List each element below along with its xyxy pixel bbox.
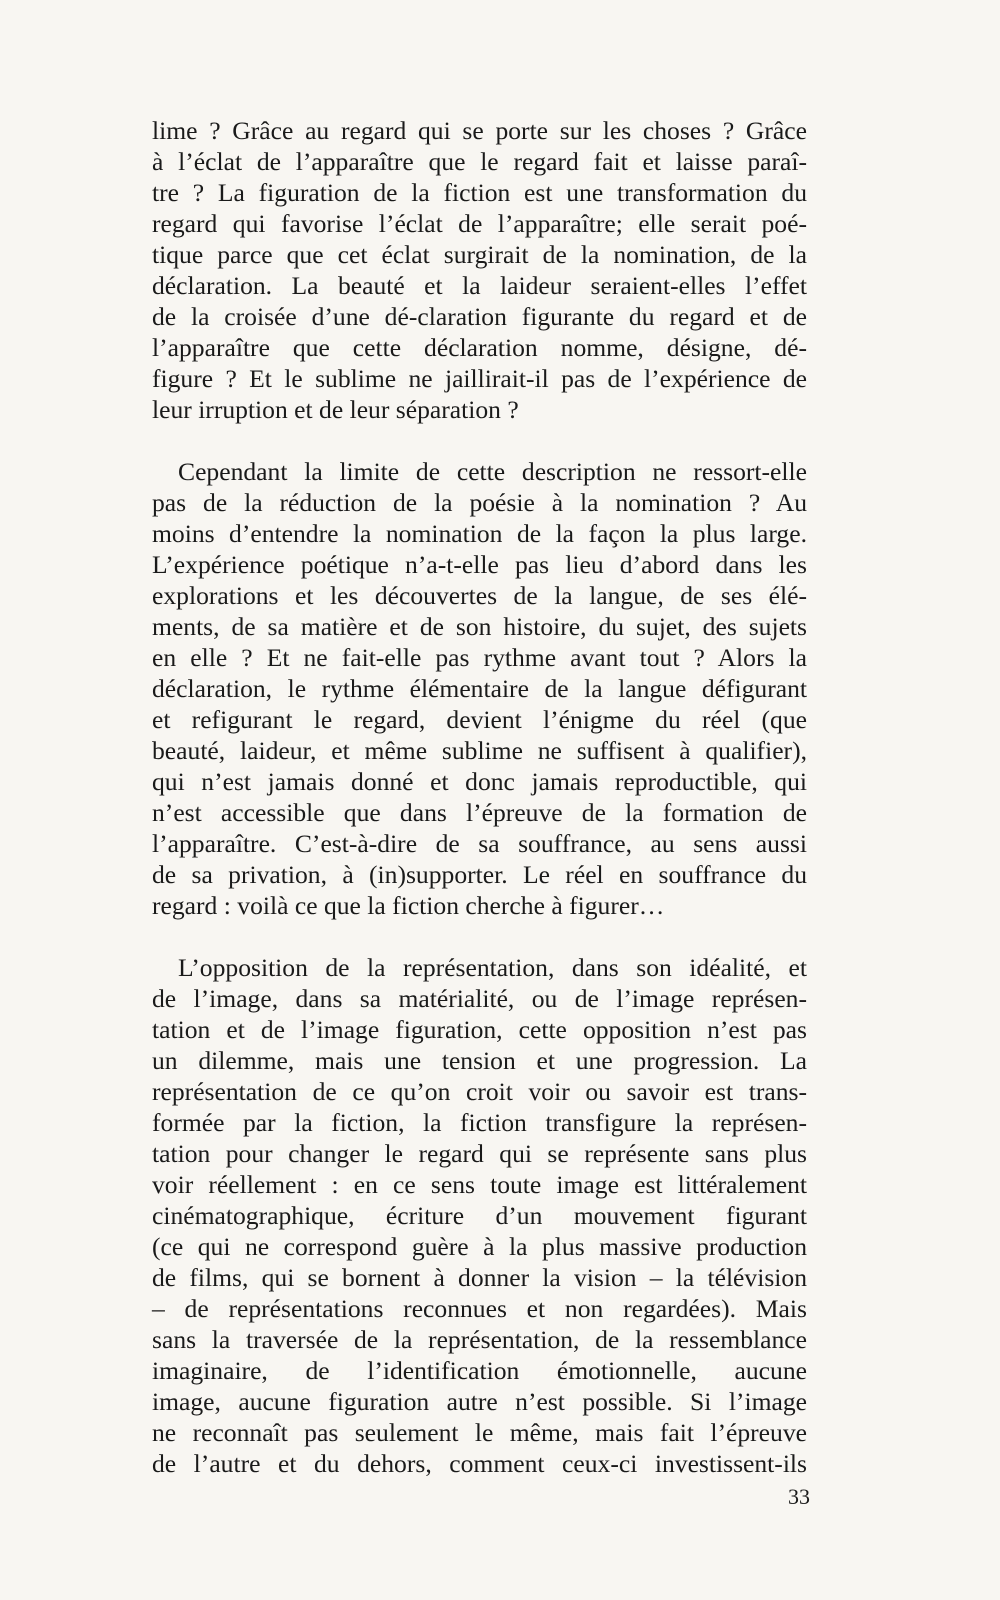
text-line: tation et de l’image figuration, cette opposition n’est pas [152, 1015, 807, 1044]
paragraph-2 [152, 456, 807, 921]
text-line: de films, qui se bornent à donner la vision – la télévision [152, 1263, 807, 1292]
text-line: figure ? Et le sublime ne jaillirait-il pas de l’expérience de [152, 364, 807, 393]
text-line: de la croisée d’une dé-claration figurante du regard et de [152, 302, 807, 331]
paragraph-3 [152, 952, 807, 1479]
paragraph-1 [152, 115, 807, 425]
text-line: lime ? Grâce au regard qui se porte sur les choses ? Grâce [152, 116, 807, 145]
text-line: déclaration, le rythme élémentaire de la langue défigurant [152, 674, 807, 703]
text-line: beauté, laideur, et même sublime ne suffisent à qualifier), [152, 736, 807, 765]
text-line: de l’image, dans sa matérialité, ou de l’image représen- [152, 984, 807, 1013]
text-line: regard : voilà ce que la fiction cherche à figurer… [152, 891, 665, 920]
text-line: sans la traversée de la représentation, de la ressemblance [152, 1325, 807, 1354]
text-line: pas de la réduction de la poésie à la nomination ? Au [152, 488, 807, 517]
text-line: L’expérience poétique n’a-t-elle pas lieu d’abord dans les [152, 550, 807, 579]
text-line: de l’autre et du dehors, comment ceux-ci investissent-ils [152, 1449, 807, 1478]
text-line: cinématographique, écriture d’un mouvement figurant [152, 1201, 807, 1230]
text-line: image, aucune figuration autre n’est possible. Si l’image [152, 1387, 807, 1416]
text-line: l’apparaître que cette déclaration nomme, désigne, dé- [152, 333, 807, 362]
text-line: (ce qui ne correspond guère à la plus massive production [152, 1232, 807, 1261]
text-line: – de représentations reconnues et non regardées). Mais [152, 1294, 807, 1323]
text-line: de sa privation, à (in)supporter. Le réel en souffrance du [152, 860, 807, 889]
text-line: L’opposition de la représentation, dans son idéalité, et [178, 953, 807, 982]
text-line: qui n’est jamais donné et donc jamais reproductible, qui [152, 767, 807, 796]
text-line: à l’éclat de l’apparaître que le regard fait et laisse paraî- [152, 147, 807, 176]
text-line: représentation de ce qu’on croit voir ou savoir est trans- [152, 1077, 807, 1106]
text-line: formée par la fiction, la fiction transfigure la représen- [152, 1108, 807, 1137]
text-line: en elle ? Et ne fait-elle pas rythme avant tout ? Alors la [152, 643, 807, 672]
text-line: ne reconnaît pas seulement le même, mais fait l’épreuve [152, 1418, 807, 1447]
text-line: voir réellement : en ce sens toute image est littéralement [152, 1170, 807, 1199]
text-line: n’est accessible que dans l’épreuve de la formation de [152, 798, 807, 827]
text-line: et refigurant le regard, devient l’énigme du réel (que [152, 705, 807, 734]
text-line: tre ? La figuration de la fiction est une transformation du [152, 178, 807, 207]
text-line: regard qui favorise l’éclat de l’apparaître; elle serait poé- [152, 209, 807, 238]
text-line: un dilemme, mais une tension et une progression. La [152, 1046, 807, 1075]
text-line: déclaration. La beauté et la laideur seraient-elles l’effet [152, 271, 807, 300]
body-text [152, 115, 807, 1479]
text-line: moins d’entendre la nomination de la façon la plus large. [152, 519, 807, 548]
page-number: 33 [788, 1484, 810, 1509]
text-line: leur irruption et de leur séparation ? [152, 395, 519, 424]
text-line: l’apparaître. C’est-à-dire de sa souffrance, au sens aussi [152, 829, 807, 858]
text-line: tique parce que cet éclat surgirait de la nomination, de la [152, 240, 807, 269]
text-line: ments, de sa matière et de son histoire, du sujet, des sujets [152, 612, 807, 641]
text-line: Cependant la limite de cette description ne ressort-elle [178, 457, 807, 486]
text-line: tation pour changer le regard qui se représente sans plus [152, 1139, 807, 1168]
text-line: imaginaire, de l’identification émotionnelle, aucune [152, 1356, 807, 1385]
text-line: explorations et les découvertes de la langue, de ses élé- [152, 581, 807, 610]
